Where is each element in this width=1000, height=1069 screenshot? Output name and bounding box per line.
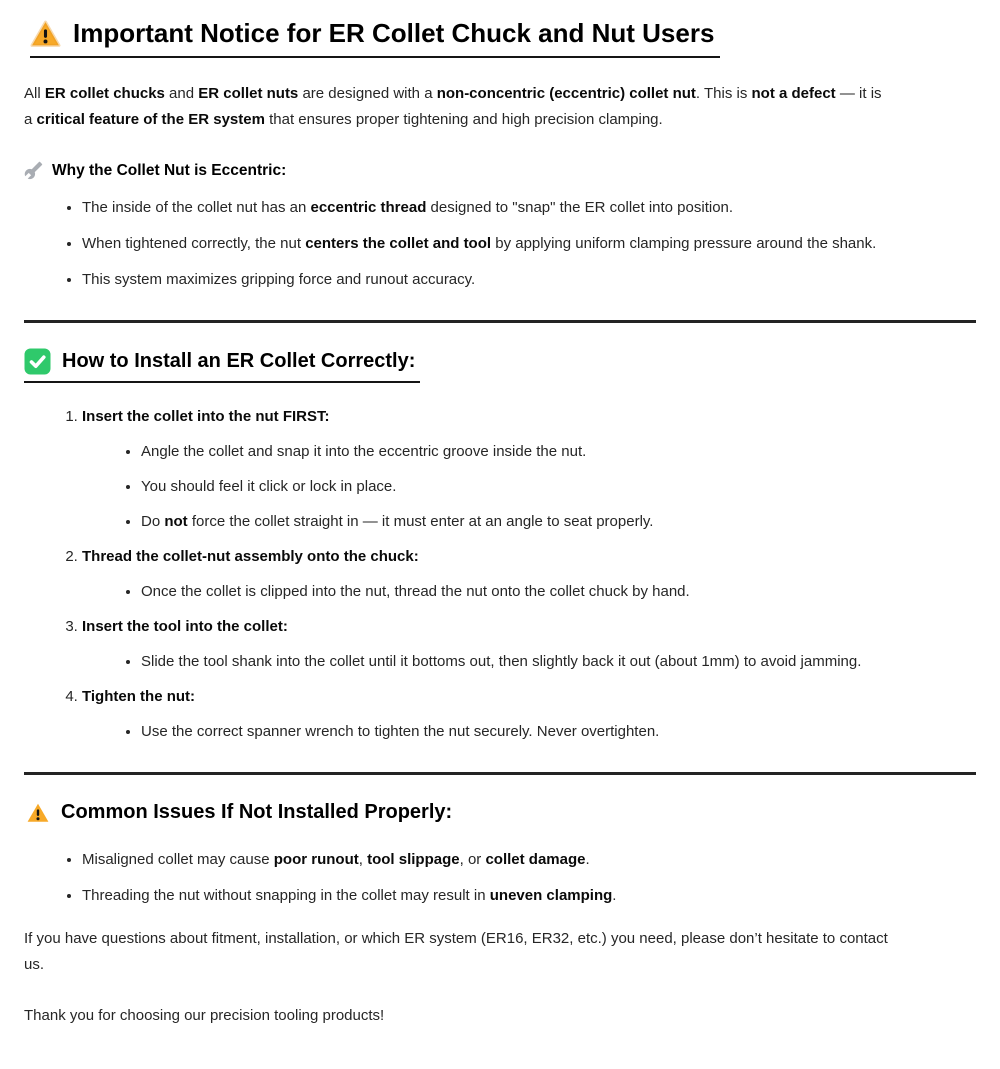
step-sub-list [82, 722, 976, 742]
step-title: Insert the tool into the collet: [82, 618, 288, 635]
issues-bullet-list [24, 850, 976, 906]
list-item: • Once the collet is clipped into the nut, thread the nut onto the collet chuck by hand. [141, 582, 976, 602]
why-bullet-list [24, 198, 976, 290]
step-title: Tighten the nut: [82, 688, 196, 705]
step-title: Thread the collet-nut assembly onto the chuck: [82, 548, 419, 565]
section-divider [24, 772, 976, 775]
list-item: • Threading the nut without snapping in the collet may result in uneven clamping. [82, 886, 976, 906]
page-title [30, 18, 720, 58]
issues-heading-text: Common Issues If Not Installed Properly: [61, 801, 453, 823]
list-item: • The inside of the collet nut has an eccentric thread designed to "snap" the ER collet into position. [82, 198, 976, 218]
install-heading [24, 348, 420, 383]
thanks-paragraph: Thank you for choosing our precision tooling products! [24, 1007, 385, 1024]
step-sub-list [82, 582, 976, 602]
why-heading-text: Why the Collet Nut is Eccentric: [52, 161, 287, 179]
list-item: • When tightened correctly, the nut centers the collet and tool by applying uniform clamping pressure around the shank. [82, 234, 976, 254]
list-item: • You should feel it click or lock in place. [141, 477, 976, 497]
list-item-step [82, 617, 976, 672]
step-sub-list [82, 442, 976, 532]
page-title-text: Important Notice for ER Collet Chuck and Nut Users [73, 18, 715, 48]
check-icon [24, 348, 51, 375]
list-item: • Do not force the collet straight in — it must enter at an angle to seat properly. [141, 512, 976, 532]
intro-paragraph: All ER collet chucks and ER collet nuts are designed with a non-concentric (eccentric) collet nut. This is not a defect — it is a critical feature of the ER system that ensures proper tightening and high precision clamping. [24, 85, 882, 128]
list-item: • Angle the collet and snap it into the eccentric groove inside the nut. [141, 442, 976, 462]
warning-icon [26, 802, 50, 824]
install-heading-text: How to Install an ER Collet Correctly: [62, 350, 416, 372]
warning-icon [30, 20, 61, 48]
list-item: • Slide the tool shank into the collet until it bottoms out, then slightly back it out (about 1mm) to avoid jamming. [141, 652, 976, 672]
list-item-step [82, 547, 976, 602]
section-divider [24, 320, 976, 323]
step-sub-list [82, 652, 976, 672]
install-step-list [24, 407, 976, 742]
issues-heading [26, 801, 976, 824]
list-item-step [82, 687, 976, 742]
why-heading [24, 161, 976, 180]
contact-paragraph: If you have questions about fitment, installation, or which ER system (ER16, ER32, etc.) you need, please don’t hesitate to contact us. [24, 930, 888, 973]
list-item: • Use the correct spanner wrench to tighten the nut securely. Never overtighten. [141, 722, 976, 742]
wrench-icon [24, 161, 43, 180]
step-title: Insert the collet into the nut FIRST: [82, 408, 330, 425]
list-item: • Misaligned collet may cause poor runout, tool slippage, or collet damage. [82, 850, 976, 870]
list-item-step [82, 407, 976, 532]
list-item: • This system maximizes gripping force and runout accuracy. [82, 270, 976, 290]
